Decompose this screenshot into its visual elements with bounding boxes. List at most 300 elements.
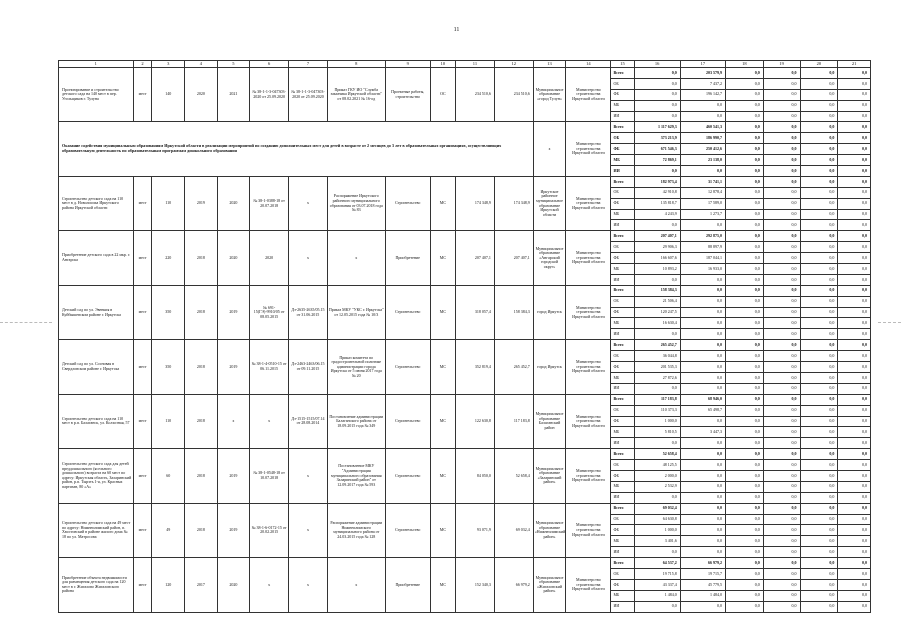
funding-value: 0,0 [800, 492, 838, 503]
funding-value: 0,0 [634, 220, 680, 231]
funding-value: 203 579,9 [680, 68, 725, 79]
funding-value: 5 810,5 [634, 427, 680, 438]
funding-value: 0,0 [680, 100, 725, 111]
column-number-row [59, 61, 871, 68]
funding-source: МБ [611, 372, 634, 383]
funding-source: ИИ [611, 547, 634, 558]
funding-value: 0,0 [680, 460, 725, 471]
funding-source: МБ [611, 100, 634, 111]
funding-value: 0,0 [838, 383, 871, 394]
project-estimated-cost: 84 050,0 [456, 449, 495, 503]
funding-value: 16 630,4 [634, 318, 680, 329]
funding-value: 0,0 [800, 285, 838, 296]
funding-source: ОБ [611, 296, 634, 307]
funding-source: ИИ [611, 383, 634, 394]
funding-value: 12 878,4 [680, 187, 725, 198]
funding-value: 1 484,0 [680, 590, 725, 601]
project-ownership: МС [430, 285, 455, 339]
funding-value: 0,0 [725, 601, 763, 612]
project-start-year: 2018 [185, 394, 218, 448]
funding-value: 0,0 [763, 470, 800, 481]
funding-value: 0,0 [838, 416, 871, 427]
funding-source: Всего [611, 449, 634, 460]
funding-value: 0,0 [800, 525, 838, 536]
funding-value: 0,0 [680, 285, 725, 296]
project-end-year: 2020 [217, 558, 250, 612]
funding-source: МБ [611, 155, 634, 166]
column-number: 5 [217, 61, 250, 68]
funding-value: 0,0 [763, 438, 800, 449]
funding-value: 0,0 [680, 318, 725, 329]
funding-value: 0,0 [838, 296, 871, 307]
funding-source: Всего [611, 285, 634, 296]
funding-value: 0,0 [838, 307, 871, 318]
funding-value: 0,0 [800, 253, 838, 264]
funding-value: 0,0 [838, 568, 871, 579]
funding-source: Всего [611, 394, 634, 405]
funding-value: 1 000,0 [634, 416, 680, 427]
funding-value: 1 000,0 [634, 525, 680, 536]
funding-value: 0,0 [763, 525, 800, 536]
funding-source: ИИ [611, 274, 634, 285]
funding-value: 0,0 [763, 329, 800, 340]
project-ownership: МС [430, 176, 455, 230]
section-municipality: х [533, 122, 566, 176]
project-end-year: 2019 [217, 449, 250, 503]
funding-value: 0,0 [838, 231, 871, 242]
funding-value: 0,0 [763, 601, 800, 612]
funding-value: 0,0 [763, 296, 800, 307]
funding-value: 0,0 [680, 383, 725, 394]
project-ownership: МС [430, 449, 455, 503]
funding-source: ФБ [611, 416, 634, 427]
funding-value: 29 906,3 [634, 242, 680, 253]
funding-value: 0,0 [763, 579, 800, 590]
funding-value: 0,0 [763, 198, 800, 209]
funding-value: 72 869,1 [634, 155, 680, 166]
funding-value: 250 412,6 [680, 144, 725, 155]
funding-value: 0,0 [725, 307, 763, 318]
funding-value: 0,0 [763, 481, 800, 492]
funding-source: ОБ [611, 187, 634, 198]
funding-value: 0,0 [800, 372, 838, 383]
funding-value: 0,0 [800, 133, 838, 144]
project-object-name: Приобретение объекта недвижимости для размещения детского сада на 120 мест в г. Жигалово Жигаловского района [59, 558, 134, 612]
project-decision: Приказ ГКУ ИО "Служба заказчика Иркутской области" от 08.02.2021 № 16-од [327, 68, 385, 122]
funding-value: 0,0 [800, 547, 838, 558]
project-remaining-cost: 234 510,6 [494, 68, 533, 122]
column-number: 19 [763, 61, 800, 68]
funding-value: 0,0 [838, 100, 871, 111]
project-estimated-cost: 122 630,8 [456, 394, 495, 448]
funding-value: 265 452,7 [634, 340, 680, 351]
funding-value: 0,0 [763, 503, 800, 514]
funding-source: ИИ [611, 220, 634, 231]
funding-value: 0,0 [763, 133, 800, 144]
funding-value: 0,0 [838, 187, 871, 198]
funding-row [59, 340, 871, 351]
funding-value: 182 973,4 [634, 176, 680, 187]
project-executor: Министерство строительства Иркутской области [566, 176, 611, 230]
funding-value: 117 183,8 [634, 394, 680, 405]
funding-value: 0,0 [763, 405, 800, 416]
funding-value: 0,0 [725, 525, 763, 536]
project-end-year: х [217, 394, 250, 448]
funding-value: 0,0 [838, 460, 871, 471]
funding-source: ФБ [611, 362, 634, 373]
funding-value: 0,0 [763, 460, 800, 471]
funding-value: 0,0 [838, 536, 871, 547]
funding-value: 0,0 [838, 394, 871, 405]
funding-value: 0,0 [763, 231, 800, 242]
funding-value: 0,0 [800, 329, 838, 340]
funding-value: 0,0 [763, 340, 800, 351]
funding-value: 0,0 [634, 68, 680, 79]
project-unit: мест [133, 503, 152, 557]
funding-value: 0,0 [725, 362, 763, 373]
funding-value: 0,0 [763, 514, 800, 525]
funding-value: 0,0 [838, 122, 871, 133]
funding-value: 0,0 [838, 372, 871, 383]
funding-value: 52 658,4 [634, 449, 680, 460]
column-number: 18 [725, 61, 763, 68]
project-decision: Приказ комитета по градостроительной политике администрации города Иркутска от 5 июня 2017 года № 20 [327, 340, 385, 394]
funding-value: 0,0 [800, 264, 838, 275]
funding-source: ОБ [611, 242, 634, 253]
funding-value: 0,0 [725, 89, 763, 100]
funding-row [59, 449, 871, 460]
funding-row [59, 394, 871, 405]
funding-value: 0,0 [725, 318, 763, 329]
funding-row [59, 68, 871, 79]
page-number: 11 [453, 27, 460, 33]
funding-value: 0,0 [800, 231, 838, 242]
funding-source: Всего [611, 68, 634, 79]
funding-value: 0,0 [838, 449, 871, 460]
funding-value: 0,0 [725, 438, 763, 449]
funding-value: 0,0 [634, 100, 680, 111]
funding-value: 0,0 [634, 329, 680, 340]
funding-value: 0,0 [800, 590, 838, 601]
funding-value: 0,0 [725, 536, 763, 547]
project-work-type: Строительство [385, 340, 430, 394]
funding-value: 0,0 [800, 536, 838, 547]
section-funding-row [59, 122, 871, 133]
project-estimated-cost: 152 340,3 [456, 558, 495, 612]
funding-value: 0,0 [725, 133, 763, 144]
funding-value: 0,0 [838, 601, 871, 612]
funding-value: 0,0 [763, 78, 800, 89]
funding-value: 0,0 [800, 296, 838, 307]
project-work-type: Проектные работы, строительство [385, 68, 430, 122]
column-number: 3 [152, 61, 185, 68]
project-remaining-cost: 69 032,4 [494, 503, 533, 557]
funding-value: 0,0 [763, 285, 800, 296]
funding-value: 0,0 [725, 155, 763, 166]
project-end-year: 2020 [217, 176, 250, 230]
project-estimated-cost: 318 057,4 [456, 285, 495, 339]
funding-value: 0,0 [634, 78, 680, 89]
funding-value: 0,0 [763, 590, 800, 601]
funding-value: 0,0 [800, 470, 838, 481]
funding-value: 0,0 [763, 89, 800, 100]
project-executor: Министерство строительства Иркутской области [566, 68, 611, 122]
funding-value: 0,0 [838, 166, 871, 177]
funding-value: 0,0 [838, 438, 871, 449]
project-expertise: 2020 [250, 231, 289, 285]
funding-value: 0,0 [800, 68, 838, 79]
funding-value: 0,0 [763, 274, 800, 285]
project-executor: Министерство строительства Иркутской области [566, 558, 611, 612]
funding-value: 0,0 [725, 209, 763, 220]
funding-value: 0,0 [763, 122, 800, 133]
project-executor: Министерство строительства Иркутской области [566, 340, 611, 394]
funding-value: 110 373,3 [634, 405, 680, 416]
funding-value: 0,0 [763, 166, 800, 177]
funding-value: 0,0 [725, 122, 763, 133]
funding-value: 0,0 [763, 144, 800, 155]
project-municipality: город Иркутск [533, 340, 566, 394]
funding-value: 0,0 [838, 405, 871, 416]
funding-value: 0,0 [838, 144, 871, 155]
funding-value: 0,0 [634, 438, 680, 449]
funding-value: 0,0 [838, 176, 871, 187]
funding-value: 0,0 [763, 351, 800, 362]
funding-value: 0,0 [800, 242, 838, 253]
funding-value: 3 447,3 [680, 427, 725, 438]
funding-value: 66 979,2 [680, 558, 725, 569]
funding-value: 460 541,3 [680, 122, 725, 133]
funding-row [59, 558, 871, 569]
funding-value: 0,0 [800, 438, 838, 449]
funding-value: 0,0 [680, 362, 725, 373]
funding-value: 0,0 [634, 601, 680, 612]
project-decision: Приказ МКУ "УКС г. Иркутска" от 12.05.2015 года № 10/3 [327, 285, 385, 339]
funding-value: 0,0 [680, 351, 725, 362]
funding-source: ФБ [611, 144, 634, 155]
funding-source: ИИ [611, 166, 634, 177]
funding-value: 0,0 [763, 427, 800, 438]
funding-value: 0,0 [838, 285, 871, 296]
funding-source: ОБ [611, 78, 634, 89]
funding-value: 0,0 [680, 470, 725, 481]
funding-value: 0,0 [725, 547, 763, 558]
funding-value: 0,0 [725, 514, 763, 525]
funding-value: 0,0 [725, 372, 763, 383]
funding-row [59, 285, 871, 296]
funding-value: 0,0 [838, 470, 871, 481]
funding-value: 0,0 [680, 449, 725, 460]
project-municipality: Иркутское районное муниципальное образование Иркутской области [533, 176, 566, 230]
funding-source: ОБ [611, 568, 634, 579]
project-permit: х [289, 449, 328, 503]
project-estimated-cost: 174 348,9 [456, 176, 495, 230]
funding-value: 0,0 [763, 362, 800, 373]
funding-value: 0,0 [763, 307, 800, 318]
column-number: 11 [456, 61, 495, 68]
section-header: Оказание содействия муниципальным образованиям Иркутской области в реализации мероприятий по созданию дополнительных мест для детей в возрасте от 2 месяцев до 3 лет в образовательных организациях, осуществляющих образовательную деятельность по образовательным программам дошкольного образования [59, 122, 534, 176]
funding-value: 36 044,8 [634, 351, 680, 362]
funding-value: 0,0 [838, 481, 871, 492]
project-unit: мест [133, 176, 152, 230]
project-capacity: 110 [152, 394, 185, 448]
funding-source: ФБ [611, 525, 634, 536]
funding-value: 0,0 [725, 383, 763, 394]
funding-value: 373 213,9 [634, 133, 680, 144]
project-ownership: МС [430, 558, 455, 612]
project-object-name: Детский сад по ул. Сосновая в Свердловском районе г. Иркутска [59, 340, 134, 394]
funding-value: 0,0 [725, 78, 763, 89]
project-end-year: 2020 [217, 231, 250, 285]
funding-value: 0,0 [680, 492, 725, 503]
funding-value: 187 044,1 [680, 253, 725, 264]
project-expertise: № 38-1-4-0510-15 от 06.11.2015 [250, 340, 289, 394]
column-number: 7 [289, 61, 328, 68]
project-capacity: 49 [152, 503, 185, 557]
funding-value: 0,0 [634, 274, 680, 285]
funding-value: 0,0 [800, 579, 838, 590]
project-decision: Постановление администрации Балаганского района от 18.09.2015 года № 349 [327, 394, 385, 448]
project-start-year: 2018 [185, 285, 218, 339]
funding-value: 0,0 [725, 329, 763, 340]
funding-value: 43 337,4 [634, 579, 680, 590]
funding-value: 0,0 [838, 492, 871, 503]
funding-value: 0,0 [800, 100, 838, 111]
funding-value: 0,0 [800, 166, 838, 177]
funding-value: 0,0 [763, 187, 800, 198]
funding-source: МБ [611, 209, 634, 220]
funding-value: 0,0 [725, 568, 763, 579]
funding-value: 0,0 [838, 547, 871, 558]
funding-value: 0,0 [725, 111, 763, 122]
project-work-type: Приобретение [385, 231, 430, 285]
funding-value: 0,0 [725, 503, 763, 514]
funding-value: 0,0 [838, 329, 871, 340]
funding-value: 0,0 [838, 264, 871, 275]
funding-source: Всего [611, 176, 634, 187]
funding-value: 0,0 [800, 122, 838, 133]
project-object-name: Строительство детского сада на 110 мест в д. Новолисиха Иркутского района Иркутской области [59, 176, 134, 230]
funding-source: МБ [611, 590, 634, 601]
funding-value: 0,0 [800, 209, 838, 220]
project-ownership: МС [430, 503, 455, 557]
funding-value: 0,0 [800, 394, 838, 405]
project-object-name: Строительство детского сада для детей преддошкольного (ясельного дошкольного) возраста на 60 мест по адресу: Иркутская область, Заларинский район, р.п. Тырэть 1-я, ул. Красных партизан, 80 «А» [59, 449, 134, 503]
funding-value: 0,0 [838, 525, 871, 536]
funding-value: 120 247,5 [634, 307, 680, 318]
funding-value: 0,0 [725, 460, 763, 471]
project-municipality: город Иркутск [533, 285, 566, 339]
project-object-name: Приобретение детского сада в 22 мкр. г. Ангарска [59, 231, 134, 285]
funding-source: МБ [611, 318, 634, 329]
project-municipality: Муниципальное образование «Нижнеилимский район» [533, 503, 566, 557]
funding-value: 0,0 [800, 601, 838, 612]
project-remaining-cost: 265 452,7 [494, 340, 533, 394]
funding-value: 0,0 [838, 133, 871, 144]
funding-value: 0,0 [838, 558, 871, 569]
funding-value: 0,0 [725, 351, 763, 362]
project-remaining-cost: 174 348,9 [494, 176, 533, 230]
project-expertise: х [250, 394, 289, 448]
funding-value: 0,0 [800, 274, 838, 285]
funding-value: 0,0 [838, 514, 871, 525]
project-decision: Распоряжение администрации Нижнеилимского муниципального района от 24.03.2015 года № 128 [327, 503, 385, 557]
project-municipality: Муниципальное образование «Ангарский городской округ» [533, 231, 566, 285]
funding-value: 23 138,0 [680, 155, 725, 166]
funding-value: 0,0 [634, 492, 680, 503]
project-permit: Дз-2635-2635/05.15 от 31.06.2015 [289, 285, 328, 339]
project-executor: Министерство строительства Иркутской области [566, 394, 611, 448]
funding-value: 0,0 [725, 285, 763, 296]
funding-value: 0,0 [763, 394, 800, 405]
funding-value: 2 532,9 [634, 481, 680, 492]
project-permit: х [289, 558, 328, 612]
funding-value: 0,0 [725, 274, 763, 285]
funding-value: 0,0 [800, 503, 838, 514]
funding-value: 0,0 [725, 198, 763, 209]
project-start-year: 2018 [185, 503, 218, 557]
project-capacity: 350 [152, 340, 185, 394]
project-permit: Дз-1515-1515/07.14 от 28.08.2014 [289, 394, 328, 448]
column-number: 16 [634, 61, 680, 68]
project-permit: Дз-2463-2463/06.15 от 09.11.2015 [289, 340, 328, 394]
funding-value: 0,0 [838, 220, 871, 231]
project-remaining-cost: 66 979,2 [494, 558, 533, 612]
funding-value: 0,0 [725, 144, 763, 155]
funding-value: 0,0 [800, 144, 838, 155]
funding-source: Всего [611, 558, 634, 569]
funding-value: 0,0 [680, 536, 725, 547]
funding-source: МБ [611, 427, 634, 438]
funding-value: 0,0 [680, 416, 725, 427]
project-end-year: 2019 [217, 285, 250, 339]
funding-value: 0,0 [725, 100, 763, 111]
project-ownership: МС [430, 394, 455, 448]
funding-source: ОБ [611, 133, 634, 144]
funding-value: 0,0 [725, 187, 763, 198]
funding-value: 0,0 [680, 481, 725, 492]
funding-value: 0,0 [725, 427, 763, 438]
funding-value: 0,0 [725, 296, 763, 307]
project-expertise: № 38-1-6-0172-15 от 20.02.2015 [250, 503, 289, 557]
project-capacity: 220 [152, 231, 185, 285]
column-number: 9 [385, 61, 430, 68]
project-expertise: № 38-1-0388-18 от 20.07.2018 [250, 176, 289, 230]
funding-value: 0,0 [763, 558, 800, 569]
funding-value: 0,0 [680, 601, 725, 612]
project-end-year: 2021 [217, 68, 250, 122]
project-executor: Министерство строительства Иркутской области [566, 285, 611, 339]
funding-value: 7 437,2 [680, 78, 725, 89]
funding-value: 0,0 [680, 296, 725, 307]
funding-value: 0,0 [800, 362, 838, 373]
funding-value: 19 715,7 [680, 568, 725, 579]
column-number: 21 [838, 61, 871, 68]
funding-source: ОБ [611, 460, 634, 471]
funding-value: 0,0 [680, 372, 725, 383]
project-executor: Министерство строительства Иркутской области [566, 231, 611, 285]
funding-source: ФБ [611, 307, 634, 318]
funding-value: 65 498,7 [680, 405, 725, 416]
column-number: 6 [250, 61, 289, 68]
funding-value: 0,0 [763, 547, 800, 558]
funding-value: 0,0 [838, 209, 871, 220]
project-object-name: Строительство детского сада на 110 мест в р.п. Балаганск, ул. Колхозная, 57 [59, 394, 134, 448]
funding-value: 0,0 [725, 492, 763, 503]
project-unit: мест [133, 394, 152, 448]
funding-value: 0,0 [634, 89, 680, 100]
project-object-name: Строительство детского сада на 49 мест по адресу: Нижнеилимский район, п. Хвостовский в районе жилого дома № 18 по ул. Матросова [59, 503, 134, 557]
